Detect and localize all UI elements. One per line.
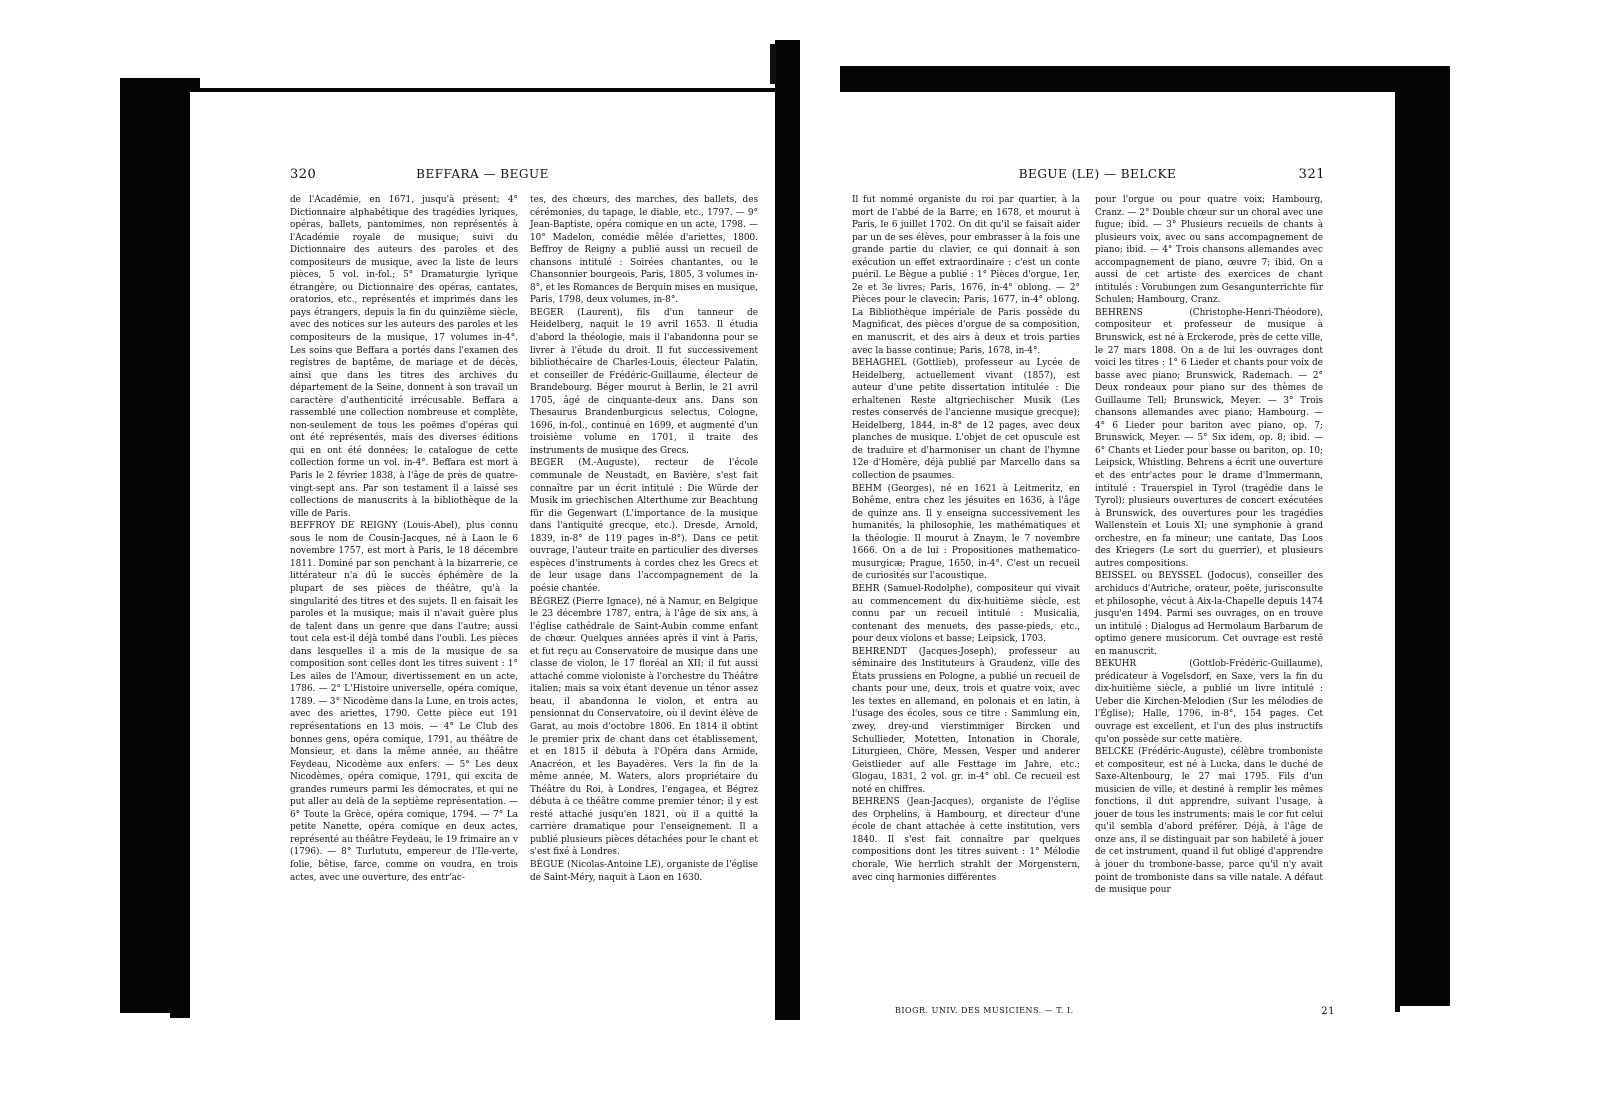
entry-behr: BEHR (Samuel-Rodolphe), compositeur qui vivait au commencement du dix-huitième siècle, est connu par un recueil intitulé : Musicalia, contenant des menuets, des passe-pieds, etc., pour deux violons et basse; Leipsick, 1703. [852, 583, 1080, 645]
page-footer [895, 1006, 1335, 1015]
left-page [190, 92, 775, 1040]
entry-paragraph: tes, des chœurs, des marches, des ballets, des cérémonies, du tapage, le diable, etc., 1797. — 9° Jean-Baptiste, opéra comique en un acte, 1798. — 10° Madelon, comédie mêlée d'ariettes, 1800. Beffroy de Reigny a publié aussi un recueil de chansons intitulé : Soirées chantantes, ou le Chansonnier bourgeois, Paris, 1805, 3 volumes in-8°, et les Romances de Berquin mises en musique, Paris, 1798, deux volumes, in-8°. [530, 195, 758, 306]
right-page [800, 92, 1395, 1040]
entry-begrez: BÉGREZ (Pierre Ignace), né à Namur, en Belgique le 23 décembre 1787, entra, à l'âge de six ans, à l'église cathédrale de Saint-Aubin comme enfant de chœur. Quelques années après il vint à Paris, et fut reçu au Conservatoire de musique dans une classe de violon, le 17 floréal an XII; il fut aussi attaché comme violoniste à l'orchestre du Théâtre italien; mais sa voix étant devenue un ténor assez beau, il abandonna le violon, et entra au pensionnat du Conservatoire, où il devint élève de Garat, au mois d'octobre 1806. En 1814 il obtint le premier prix de chant dans cet établissement, et en 1815 il débuta à l'Opéra dans Armide, Anacréon, et les Bayadères. Vers la fin de la même année, M. Waters, alors propriétaire du Théâtre du Roi, à Londres, l'engagea, et Bégrez débuta à ce théâtre comme premier ténor; il y est resté attaché jusqu'en 1821, où il a quitté la carrière dramatique pour l'enseignement. Il a publié plusieurs pièces détachées pour le chant et s'est fixé à Londres. [530, 596, 758, 858]
entry-belcke: BELCKE (Frédéric-Auguste), célèbre tromboniste et compositeur, est né à Lucka, dans le duché de Saxe-Altenbourg, le 27 mai 1795. Fils d'un musicien de ville, et destiné à remplir les mêmes fonctions, il dut apprendre, suivant l'usage, à jouer de tous les instruments; mais le cor fut celui qu'il sembla d'abord préférer. Déjà, à l'âge de onze ans, il se distinguait par son habileté à jouer de cet instrument, quand il fut obligé d'apprendre à jouer du trombone-basse, parce qu'il n'y avait point de tromboniste dans sa ville natale. A défaut de musique pour [1095, 747, 1323, 896]
running-head-left [190, 167, 775, 189]
right-column-2 [1095, 194, 1323, 897]
entry-behrens-jean: BEHRENS (Jean-Jacques), organiste de l'église des Orphelins, à Hambourg, et directeur d'une école de chant attachée à cette institution, vers 1840. Il s'est fait connaître par quelques compositions dont les titres suivent : 1° Mélodie chorale, Wie herrlich strahlt der Morgenstern, avec cinq harmonies différentes [852, 797, 1080, 883]
entry-behrens-christophe: BEHRENS (Christophe-Henri-Théodore), compositeur et professeur de musique à Brunswick, est né à Erckerode, près de cette ville, le 27 mars 1808. On a de lui les ouvrages dont voici les titres : 1° 6 Lieder et chants pour voix de basse avec piano; Brunswick, Rademach. — 2° Deux rondeaux pour piano sur des thèmes de Guillaume Tell; Brunswick, Meyer. — 3° Trois chansons allemandes avec piano; Hambourg. — 4° 6 Lieder pour bariton avec piano, op. 7; Brunswick, Meyer. — 5° Six idem, op. 8; ibid. — 6° Chants et Lieder pour basse ou bariton, op. 10; Leipsick, Whistling. Behrens a écrit une ouverture et des entr'actes pour le drame d'Immermann, intitulé : Trauerspiel in Tyrol (tragédie dans le Tyrol); plusieurs ouvertures de concert exécutées à Brunswick, des ouvertures pour les tragédies Wallenstein et Louis XI; une symphonie à grand orchestre, en fa mineur; une cantate, Das Loos des Kriegers (Le sort du guerrier), et plusieurs autres compositions. [1095, 307, 1323, 569]
entry-paragraph: Il fut nommé organiste du roi par quartier, à la mort de l'abbé de la Barre, en 1678, et mourut à Paris, le 6 juillet 1702. On dit qu'il se faisait aider par un de ses élèves, pour embrasser à la fois une grande partie du clavier, ce qui donnait à son exécution un effet extraordinaire : c'est un conte puéril. Le Bègue a publié : 1° Pièces d'orgue, 1er, 2e et 3e livres; Paris, 1676, in-4° oblong. — 2° Pièces pour le clavecin; Paris, 1677, in-4° oblong. La Bibliothèque impériale de Paris possède du Magnificat, des pièces d'orgue de sa composition, en manuscrit, et des airs à deux et trois parties avec la basse continue; Paris, 1678, in-4°. [852, 195, 1080, 356]
signature-mark: 21 [1321, 1006, 1335, 1017]
entry-paragraph: de l'Académie, en 1671, jusqu'à présent; 4° Dictionnaire alphabétique des tragédies lyriques, opéras, ballets, pantomimes, non représentés à l'Académie royale de musique; suivi du Dictionnaire des auteurs des paroles et des compositeurs de musique, avec la liste de leurs pièces, 5 vol. in-fol.; 5° Dramaturgie lyrique étrangère, ou Dictionnaire des opéras, cantates, oratorios, etc., représentés et imprimés dans les pays étrangers, depuis la fin du quinzième siècle, avec des notices sur les auteurs des paroles et les compositeurs de la musique, 17 volumes in-4°. Les soins que Beffara a portés dans l'examen des registres de baptême, de mariage et de décès, ainsi que dans les titres des archives du département de la Seine, donnent à son travail un caractère d'authenticité irrécusable. Beffara a rassemblé une collection nombreuse et complète, non-seulement de tous les poëmes d'opéras qui ont été représentés, mais des diverses éditions qui en ont été données; le catalogue de cette collection forme un vol. in-4°. Beffara est mort à Paris le 2 février 1838, à l'âge de près de quatre-vingt-sept ans. Par son testament il a laissé ses collections de manuscrits à la bibliothèque de la ville de Paris. [290, 195, 518, 519]
entry-behrendt: BEHRENDT (Jacques-Joseph), professeur au séminaire des Instituteurs à Graudenz, ville des États prussiens en Pologne, a publié un recueil de chants pour une, deux, trois et quatre voix, avec les textes en allemand, en polonais et en latin, à l'usage des écoles, sous ce titre : Sammlung ein, zwey, drey-und vierstimmiger Bircken und Schullieder, Motetten, Intonation in Chorale, Liturgieen, Chöre, Messen, Vesper und anderer Geistlieder auf alle Festtage im Jahre, etc.; Glogau, 1831, 2 vol. gr. in-4° obl. Ce recueil est noté en chiffres. [852, 646, 1080, 795]
running-head-right [800, 167, 1395, 189]
entry-begue: BÈGUE (Nicolas-Antoine LE), organiste de l'église de Saint-Méry, naquit à Laon en 1630. [530, 859, 758, 883]
gutter [775, 40, 800, 1020]
page-number-right: 321 [1298, 167, 1325, 182]
scan-shadow-left [120, 78, 200, 1013]
entry-bekuhr: BEKUHR (Gottlob-Frédéric-Guillaume), prédicateur à Vogelsdorf, en Saxe, vers la fin du dix-huitième siècle, a publié un livre intitulé : Ueber die Kirchen-Melodien (Sur les mélodies de l'Église); Halle, 1796, in-8°, 154 pages. Cet ouvrage est excellent, et l'un des plus instructifs qu'on possède sur cette matière. [1095, 659, 1323, 745]
right-column-1 [852, 194, 1080, 884]
running-title-left: BEFFARA — BEGUE [416, 167, 549, 181]
entry-beffroy: BEFFROY DE REIGNY (Louis-Abel), plus connu sous le nom de Cousin-Jacques, né à Laon le 6 novembre 1757, est mort à Paris, le 18 décembre 1811. Dominé par son penchant à la bizarrerie, ce littérateur n'a dû le succès éphémère de la plupart de ses pièces de théâtre, qu'à la singularité des titres et des sujets. Il en faisait les paroles et la musique; mais il n'avait guère plus de talent dans un genre que dans l'autre; aussi tout cela est-il déjà tombé dans l'oubli. Les pièces dans lesquelles il a mis de la musique de sa composition sont celles dont les titres suivent : 1° Les ailes de l'Amour, divertissement en un acte, 1786. — 2° L'Histoire universelle, opéra comique, 1789. — 3° Nicodème dans la Lune, en trois actes, avec des ariettes, 1790. Cette pièce eut 191 représentations en 13 mois. — 4° Le Club des bonnes gens, opéra comique, 1791, au théâtre de Monsieur, et dans la même année, au théâtre Feydeau, Nicodème aux enfers. — 5° Les deux Nicodèmes, opéra comique, 1791, qui excita de grandes rumeurs parmi les démocrates, et qui ne put aller au delà de la septième représentation. — 6° Toute la Grèce, opéra comique, 1794. — 7° La petite Nanette, opéra comique en deux actes, représenté au théâtre Feydeau, le 19 frimaire an v (1796). — 8° Turlututu, empereur de l'Ile-verte, folie, bêtise, farce, comme on voudra, en trois actes, avec une ouverture, des entr'ac- [290, 521, 519, 883]
entry-beger-auguste: BEGER (M.-Auguste), recteur de l'école communale de Neustadt, en Bavière, s'est fait connaître par un écrit intitulé : Die Würde der Musik im griechischen Alterthume zur Beachtung für die Gegenwart (L'importance de la musique dans l'antiquité grecque, etc.). Dresde, Arnold, 1839, in-8° de 119 pages in-8°). Dans ce petit ouvrage, l'auteur traite en particulier des diverses espèces d'instruments à cordes chez les Grecs et de leur usage dans l'accompagnement de la poésie chantée. [530, 458, 758, 594]
entry-paragraph: pour l'orgue ou pour quatre voix; Hambourg, Cranz. — 2° Double chœur sur un choral avec une fugue; ibid. — 3° Plusieurs recueils de chants à plusieurs voix, avec ou sans accompagnement de piano; ibid. — 4° Trois chansons allemandes avec accompagnement de piano, œuvre 7; ibid. On a aussi de cet artiste des exercices de chant intitulés : Vorubungen zum Gesangunterrichte für Schulen; Hambourg, Cranz. [1095, 195, 1323, 306]
gutter-mark-top [770, 44, 776, 84]
entry-beger-laurent: BEGER (Laurent), fils d'un tanneur de Heidelberg, naquit le 19 avril 1653. Il étudia d'abord la théologie, mais il l'abandonna pour se livrer à l'étude du droit. Il fut successivement bibliothécaire de Charles-Louis, électeur Palatin, et conseiller de Frédéric-Guillaume, électeur de Brandebourg. Béger mourut à Berlin, le 21 avril 1705, âgé de cinquante-deux ans. Dans son Thesaurus Brandenburgicus selectus, Cologne, 1696, in-fol., continué en 1699, et augmenté d'un troisième volume en 1701, il traite des instruments de musique des Grecs. [530, 307, 758, 456]
running-title-right: BEGUE (LE) — BELCKE [1018, 167, 1177, 181]
left-column-1 [290, 194, 518, 884]
footer-text: BIOGR. UNIV. DES MUSICIENS. — T. I. [895, 1006, 1074, 1015]
entry-behaghel: BEHAGHEL (Gottlieb), professeur au Lycée de Heidelberg, actuellement vivant (1857), est auteur d'une petite dissertation intitulée : Die erhaltenen Reste altgriechischer Musik (Les restes conservés de l'ancienne musique grecque); Heidelberg, 1844, in-8° de 12 pages, avec deux planches de musique. L'objet de cet opuscule est de traduire et d'harmoniser un chant de l'hymne 12e d'Homère, déjà publié par Marcello dans sa collection de psaumes. [852, 358, 1080, 482]
entry-behm: BEHM (Georges), né en 1621 à Leitmeritz, en Bohême, entra chez les jésuites en 1636, à l'âge de quinze ans. Il y enseigna successivement les humanités, la philosophie, les mathématiques et la théologie. Il mourut à Znaym, le 7 novembre 1666. On a de lui : Propositiones mathematico-musurgicæ; Prague, 1650, in-4°. C'est un recueil de curiosités sur l'acoustique. [852, 483, 1080, 582]
page-number-left: 320 [290, 167, 317, 182]
left-column-2 [530, 194, 758, 884]
entry-beissel: BEISSEL ou BEYSSEL (Jodocus), conseiller des archiducs d'Autriche, orateur, poëte, jurisconsulte et philosophe, vécut à Aix-la-Chapelle depuis 1474 jusqu'en 1494. Parmi ses ouvrages, on en trouve un intitulé : Dialogus ad Hermolaum Barbarum de optimo genere musicorum. Cet ouvrage est resté en manuscrit. [1095, 571, 1323, 657]
